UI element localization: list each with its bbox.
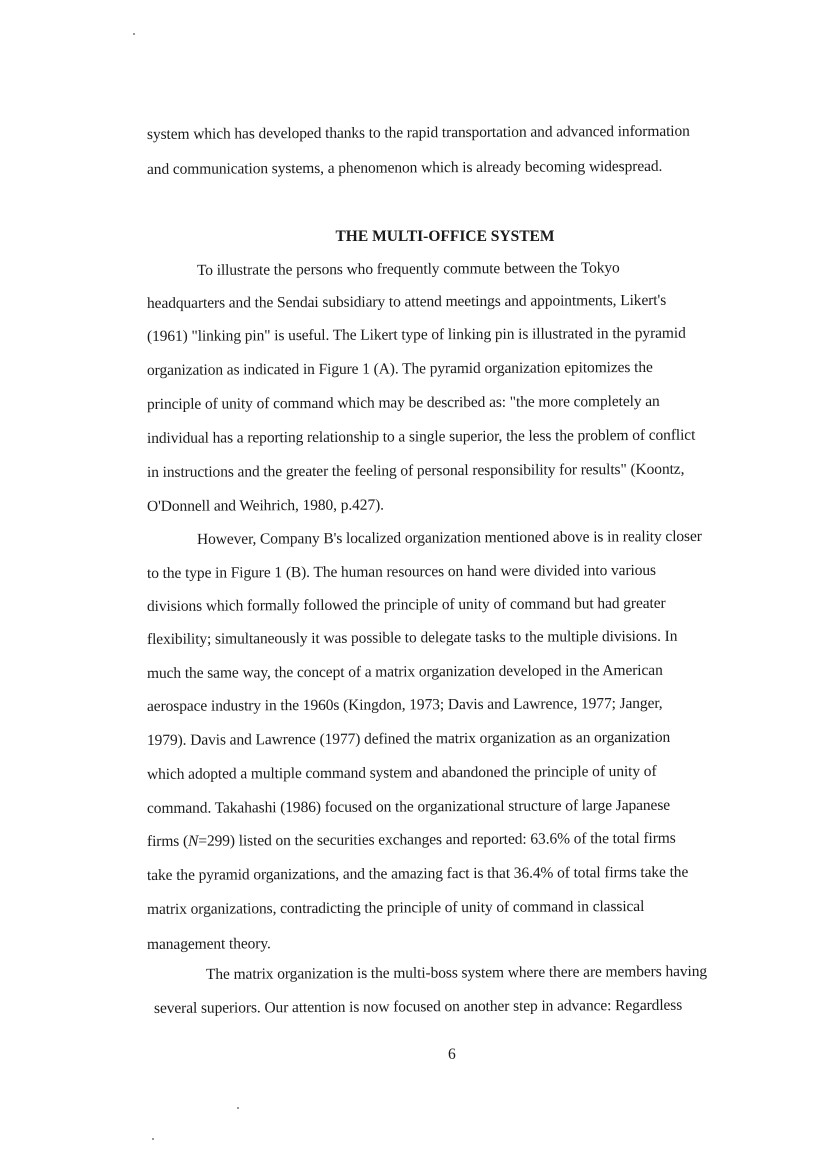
body-line: firms (N=299) listed on the securities exchanges and reported: 63.6% of the total firms <box>146 829 676 850</box>
body-line: which adopted a multiple command system and abandoned the principle of unity of <box>146 762 657 783</box>
scan-speck <box>152 1138 154 1140</box>
body-line: O'Donnell and Weihrich, 1980, p.427). <box>146 496 384 515</box>
body-line: 1979). Davis and Lawrence (1977) defined the matrix organization as an organization <box>146 728 671 749</box>
body-line: (1961) "linking pin" is useful. The Likert type of linking pin is illustrated in the pyramid <box>146 324 686 345</box>
body-line: flexibility; simultaneously it was possible to delegate tasks to the multiple divisions. In <box>146 627 678 648</box>
body-line: matrix organizations, contradicting the principle of unity of command in classical <box>146 897 645 918</box>
page-number: 6 <box>448 1046 456 1063</box>
body-line: To illustrate the persons who frequently commute between the Tokyo <box>196 259 620 279</box>
intro-line: and communication systems, a phenomenon which is already becoming widespread. <box>146 157 663 178</box>
body-line: much the same way, the concept of a matrix organization developed in the American <box>146 661 663 682</box>
body-line: command. Takahashi (1986) focused on the organizational structure of large Japanese <box>146 796 671 817</box>
scan-speck <box>237 1107 239 1109</box>
body-line: principle of unity of command which may be described as: "the more completely an <box>146 392 660 413</box>
body-line: divisions which formally followed the principle of unity of command but had greater <box>146 594 666 615</box>
body-line: in instructions and the greater the feeling of personal responsibility for results" (Koontz, <box>146 460 685 481</box>
body-line: take the pyramid organizations, and the amazing fact is that 36.4% of total firms take the <box>146 863 689 884</box>
body-line: management theory. <box>146 935 271 953</box>
body-line: However, Company B's localized organization mentioned above is in reality closer <box>196 527 702 548</box>
section-heading: THE MULTI-OFFICE SYSTEM <box>335 228 555 245</box>
body-line: individual has a reporting relationship to a single superior, the less the problem of conflict <box>146 426 696 447</box>
intro-line: system which has developed thanks to the rapid transportation and advanced information <box>146 122 690 143</box>
body-line: organization as indicated in Figure 1 (A). The pyramid organization epitomizes the <box>146 358 653 379</box>
body-line: to the type in Figure 1 (B). The human resources on hand were divided into various <box>146 561 656 582</box>
body-line: aerospace industry in the 1960s (Kingdon, 1973; Davis and Lawrence, 1977; Janger, <box>146 694 663 715</box>
scan-speck <box>133 33 135 35</box>
body-line: several superiors. Our attention is now focused on another step in advance: Regardless <box>153 996 683 1017</box>
body-line: The matrix organization is the multi-boss system where there are members having <box>205 962 708 983</box>
body-line: headquarters and the Sendai subsidiary to attend meetings and appointments, Likert's <box>146 291 667 312</box>
